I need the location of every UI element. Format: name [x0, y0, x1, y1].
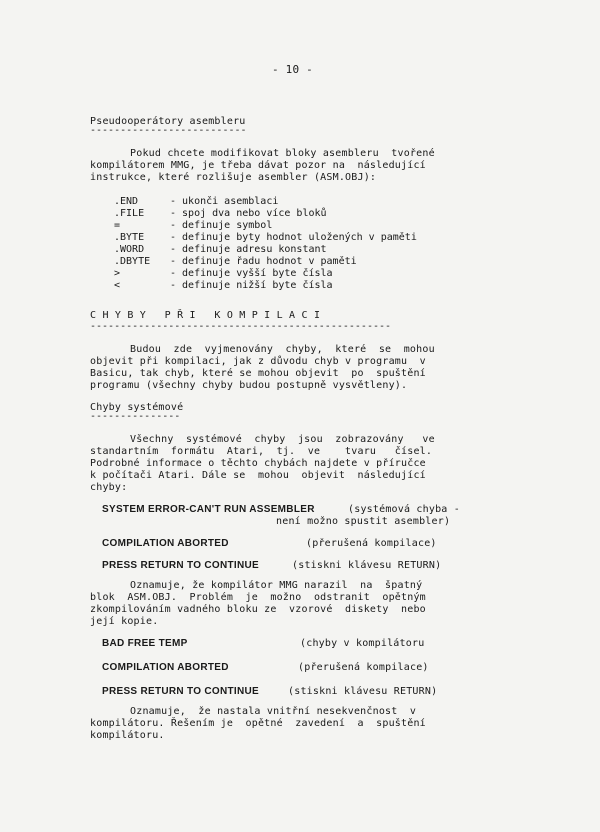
directive-desc: - spoj dva nebo více bloků — [170, 208, 327, 219]
directive-name: > — [114, 268, 121, 279]
directive-name: .BYTE — [114, 232, 145, 243]
text-line: k počítači Atari. Dále se mohou objevit následující — [90, 470, 426, 481]
section-title-system-errors: Chyby systémové — [90, 402, 184, 413]
text-line: Oznamuje, že nastala vnitřní nesekvenčnost v — [130, 706, 417, 717]
error-desc: (systémová chyba - — [348, 504, 460, 515]
text-line: kompilátorem MMG, je třeba dávat pozor na následující — [90, 160, 426, 171]
text-line: objevit při kompilaci, jak z důvodu chyb v programu v — [90, 356, 426, 367]
directive-name: .WORD — [114, 244, 145, 255]
directive-desc: - definuje nižší byte čísla — [170, 280, 333, 291]
error-code: PRESS RETURN TO CONTINUE — [102, 560, 260, 571]
error-desc: (přerušená kompilace) — [298, 662, 429, 673]
text-line: instrukce, které rozlišuje asembler (ASM.OBJ): — [90, 172, 377, 183]
text-line: zkompilováním vadného bloku ze vzorové diskety nebo — [90, 604, 426, 615]
page-number: - 10 - — [272, 63, 313, 76]
directive-name: .FILE — [114, 208, 145, 219]
error-desc: (chyby v kompilátoru — [300, 638, 425, 649]
error-code: PRESS RETURN TO CONTINUE — [102, 686, 260, 697]
text-line: Všechny systémové chyby jsou zobrazovány ve — [130, 434, 435, 445]
section-underline: -------------------------- — [90, 125, 247, 136]
text-line: chyby: — [90, 482, 128, 493]
directive-name: .END — [114, 196, 139, 207]
text-line: Basicu, tak chyb, které se mohou objevit po spuštění — [90, 368, 426, 379]
error-desc: není možno spustit asembler) — [276, 516, 451, 527]
text-line: programu (všechny chyby budou postupně vysvětleny). — [90, 380, 408, 391]
text-line: její kopie. — [90, 616, 159, 627]
directive-name: = — [114, 220, 121, 231]
directive-desc: - definuje vyšší byte čísla — [170, 268, 333, 279]
section-title-compile-errors: C H Y B Y P Ř I K O M P I L A C I — [90, 310, 321, 321]
directive-desc: - ukonči asemblaci — [170, 196, 279, 207]
text-line: Oznamuje, že kompilátor MMG narazil na špatný — [130, 580, 423, 591]
text-line: kompilátoru. Řešením je opětné zavedení a spuštění — [90, 718, 426, 729]
text-line: Pokud chcete modifikovat bloky asembleru tvořené — [130, 148, 435, 159]
text-line: kompilátoru. — [90, 730, 165, 741]
error-code: COMPILATION ABORTED — [102, 662, 229, 673]
section-underline: --------------- — [90, 411, 181, 422]
text-line: Podrobné informace o těchto chybách najdete v příručce — [90, 458, 426, 469]
error-code: BAD FREE TEMP — [102, 638, 188, 649]
error-desc: (přerušená kompilace) — [306, 538, 437, 549]
directive-name: .DBYTE — [114, 256, 151, 267]
directive-desc: - definuje byty hodnot uložených v paměti — [170, 232, 417, 243]
section-title-pseudooperators: Pseudooperátory asembleru — [90, 116, 246, 127]
error-code: SYSTEM ERROR-CAN'T RUN ASSEMBLER — [102, 504, 315, 515]
directive-desc: - definuje symbol — [170, 220, 273, 231]
directive-name: < — [114, 280, 121, 291]
text-line: blok ASM.OBJ. Problém je možno odstranit opětným — [90, 592, 426, 603]
section-underline: -------------------------------------------------- — [90, 321, 392, 332]
error-desc: (stiskni klávesu RETURN) — [292, 560, 442, 571]
directive-desc: - definuje řadu hodnot v paměti — [170, 256, 357, 267]
error-desc: (stiskni klávesu RETURN) — [288, 686, 438, 697]
directive-desc: - definuje adresu konstant — [170, 244, 327, 255]
error-code: COMPILATION ABORTED — [102, 538, 229, 549]
text-line: Budou zde vyjmenovány chyby, které se mohou — [130, 344, 435, 355]
text-line: standartním formátu Atari, tj. ve tvaru čísel. — [90, 446, 433, 457]
